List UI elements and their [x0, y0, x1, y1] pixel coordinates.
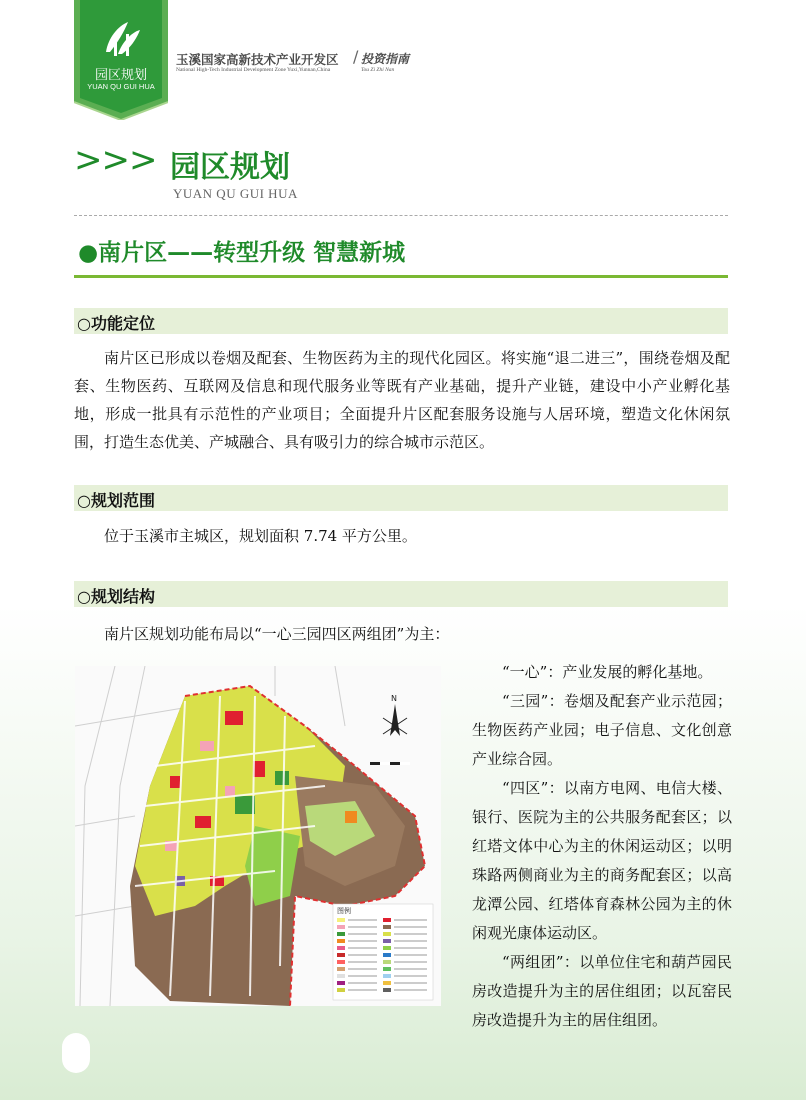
section-title: 园区规划 — [170, 150, 290, 185]
dashed-divider — [74, 215, 728, 216]
function-paragraph: 南片区已形成以卷烟及配套、生物医药为主的现代化园区。将实施“退二进三”，围绕卷烟及配套、生物医药、互联网及信息和现代服务业等既有产业基础，提升产业链，建设中小产业孵化基地，形成一批具有示范性的产业项目；全面提升片区配套服务设施与人居环境，塑造文化休闲氛围，打造生态优美、产城融合、具有吸引力的综合城市示范区。 — [74, 349, 730, 451]
badge-label-en: YUAN QU GUI HUA — [87, 82, 155, 91]
green-divider — [74, 275, 728, 278]
legend-title: 图例 — [337, 907, 351, 915]
header-badge — [74, 0, 168, 120]
scope-paragraph: 位于玉溪市主城区，规划面积 7.74 平方公里。 — [104, 527, 417, 545]
page-number-tab — [62, 1033, 90, 1073]
header-title-en: National High-Tech Industrial Development Zone Yuxi,Yunnan,China — [176, 67, 331, 73]
section-arrows: >>> — [74, 140, 157, 180]
header-title-cn: 玉溪国家高新技术产业开发区 — [176, 52, 339, 67]
subsection-title: ●南片区——转型升级 智慧新城 — [78, 240, 406, 266]
structure-item-four-zones: “四区”：以南方电网、电信大楼、银行、医院为主的公共服务配套区；以红塔文体中心为主的休闲运动区；以明珠路两侧商业为主的商务配套区；以高龙潭公园、红塔体育森林公园为主的休闲观光康体运动区。 — [472, 779, 732, 942]
heading-scope: ○规划范围 — [77, 491, 155, 510]
heading-band-function — [74, 308, 728, 334]
heading-function: ○功能定位 — [77, 314, 155, 333]
structure-item-three-parks: “三园”：卷烟及配套产业示范园；生物医药产业园；电子信息、文化创意产业综合园。 — [472, 692, 732, 768]
scale-bar — [370, 762, 410, 765]
badge-label-cn: 园区规划 — [94, 68, 147, 83]
heading-band-scope — [74, 485, 728, 511]
structure-intro: 南片区规划功能布局以“一心三园四区两组团”为主： — [104, 625, 450, 643]
header-separator: / — [353, 47, 359, 66]
planning-map-image — [75, 666, 441, 1006]
structure-item-two-clusters: “两组团”：以单位住宅和葫芦园民房改造提升为主的居住组团；以瓦窑民房改造提升为主的居住组团。 — [472, 953, 732, 1029]
badge-shape — [74, 0, 168, 120]
heading-band-structure — [74, 581, 728, 607]
header-guide-en: Tou Zi Zhi Nan — [361, 67, 395, 73]
map-legend — [333, 904, 433, 1000]
structure-item-one-core: “一心”：产业发展的孵化基地。 — [502, 663, 713, 681]
north-label: N — [391, 694, 397, 703]
section-pinyin: YUAN QU GUI HUA — [173, 186, 298, 201]
heading-structure: ○规划结构 — [77, 587, 155, 606]
planning-map — [75, 666, 441, 1006]
structure-list — [472, 658, 732, 1035]
header-guide-cn: 投资指南 — [361, 52, 410, 66]
